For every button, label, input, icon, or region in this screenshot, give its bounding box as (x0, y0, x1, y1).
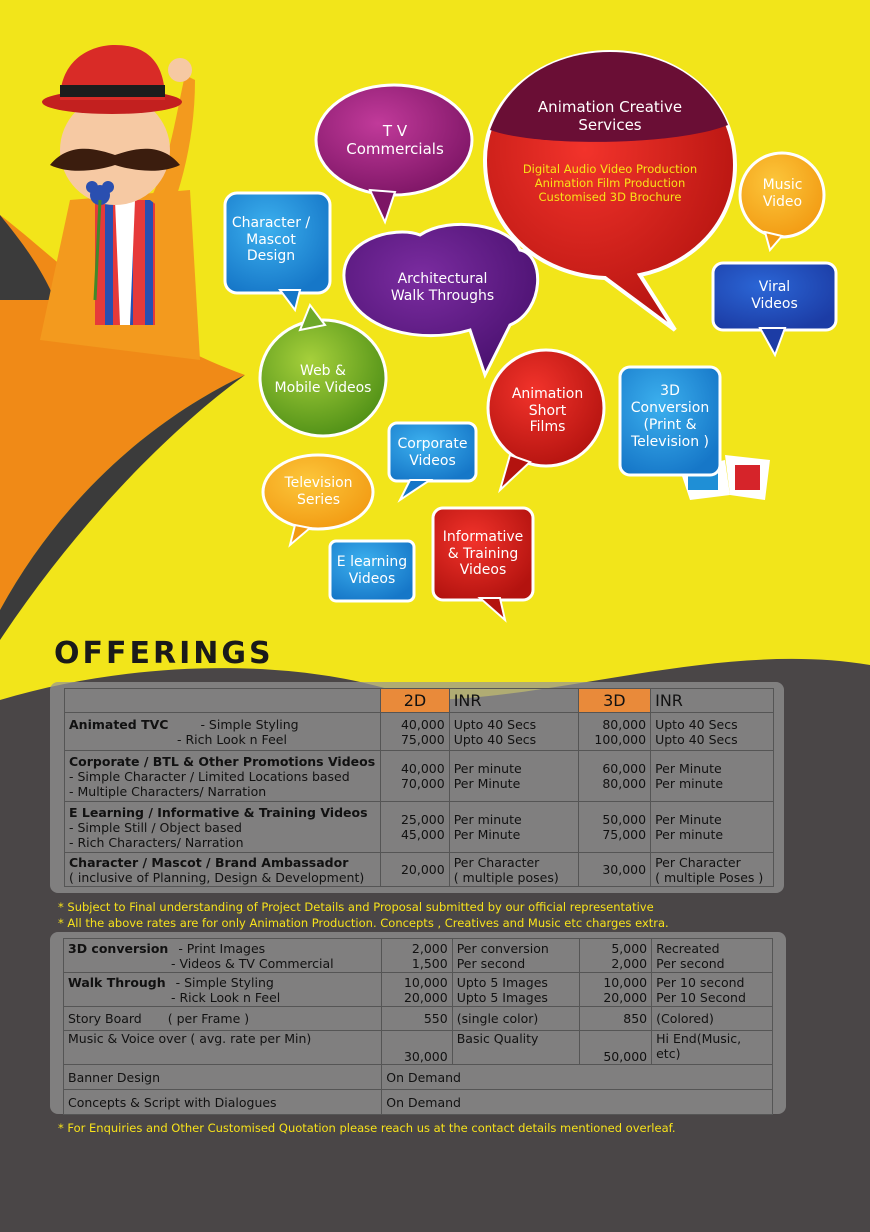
desc-cell: Upto 5 Images (456, 989, 548, 1005)
desc-cell: Per Minute (655, 761, 722, 776)
desc-cell: (single color) (452, 1007, 579, 1031)
rates-table-2 (63, 938, 773, 1115)
desc-cell: Per minute (655, 827, 724, 842)
price-cell: 20,000 (603, 989, 648, 1005)
row-label: 3D conversion (68, 940, 169, 956)
header-3d: 3D (578, 689, 651, 713)
table-row (65, 853, 774, 887)
note-rates: * All the above rates are for only Animation Production. Concepts , Creatives and Music etc charges extra. (58, 916, 669, 930)
row-sub: - Simple Character / Limited Locations based (69, 768, 350, 784)
row-sub: - Simple Styling (175, 974, 274, 990)
bubble-character-mascot: Character / Mascot Design (231, 214, 311, 265)
bubble-elearning: E learning Videos (336, 554, 408, 587)
table-header-row (65, 689, 774, 713)
bubble-music-video: Music Video (762, 177, 803, 210)
row-sub: - Rich Look n Feel (177, 731, 287, 747)
row-sub: ( per Frame ) (167, 1011, 250, 1026)
table-row (65, 802, 774, 853)
bubble-creative-title: Animation Creative Services (537, 98, 683, 134)
price-cell: 2,000 (611, 955, 648, 971)
desc-cell: Upto 5 Images (456, 974, 548, 990)
price-cell: 45,000 (400, 827, 445, 842)
price-cell: 20,000 (403, 989, 448, 1005)
bubble-television: Television Series (284, 475, 353, 508)
price-cell: 80,000 (602, 716, 647, 732)
desc-cell: Per Minute (655, 812, 722, 827)
desc-cell: Hi End(Music, etc) (652, 1031, 773, 1065)
row-sub: - Rick Look n Feel (171, 989, 281, 1005)
desc-cell: Per minute (453, 761, 522, 776)
desc-cell: Per second (456, 955, 526, 971)
table-row (64, 973, 773, 1007)
price-cell: 30,000 (382, 1031, 452, 1065)
price-cell: 60,000 (602, 761, 647, 776)
row-label: E Learning / Informative & Training Videos (69, 804, 368, 820)
desc-cell: Upto 40 Secs (453, 731, 537, 747)
price-cell: 850 (579, 1007, 652, 1031)
desc-cell: Per minute (453, 812, 522, 827)
price-cell: 40,000 (400, 716, 445, 732)
desc-cell: Per Minute (453, 776, 521, 791)
desc-cell: ( multiple poses) (453, 869, 559, 885)
desc-cell: (Colored) (652, 1007, 773, 1031)
row-label: Walk Through (68, 974, 166, 990)
row-sub: - Multiple Characters/ Narration (69, 783, 267, 799)
bubble-architectural: Architectural Walk Throughs (390, 271, 495, 304)
price-cell: 75,000 (400, 731, 445, 747)
price-cell: 25,000 (400, 812, 445, 827)
header-inr: INR (449, 689, 578, 713)
desc-cell: Per Character (453, 854, 540, 870)
desc-cell: Per Minute (453, 827, 521, 842)
price-cell: 30,000 (578, 853, 651, 887)
price-cell: 75,000 (602, 827, 647, 842)
row-label: Story Board (68, 1011, 142, 1026)
note-enquiries: * For Enquiries and Other Customised Quotation please reach us at the contact details mentioned overleaf. (58, 1121, 676, 1135)
row-sub: - Videos & TV Commercial (171, 955, 334, 971)
price-cell: 70,000 (400, 776, 445, 791)
desc-cell: Per minute (655, 776, 724, 791)
price-cell: 50,000 (602, 812, 647, 827)
desc-cell: Upto 40 Secs (655, 716, 738, 732)
desc-cell: On Demand (382, 1090, 773, 1115)
bubble-3d-conversion: 3D Conversion (Print & Television ) (630, 383, 710, 450)
row-label: Animated TVC (69, 716, 169, 732)
table-row (64, 939, 773, 973)
desc-cell: Per Character (655, 854, 741, 870)
price-cell: 2,000 (411, 940, 448, 956)
table-row (64, 1090, 773, 1115)
header-inr: INR (651, 689, 774, 713)
row-label: Music & Voice over ( avg. rate per Min) (64, 1031, 382, 1065)
price-cell: 10,000 (603, 974, 648, 990)
row-sub: - Simple Styling (200, 716, 299, 732)
table-row (65, 713, 774, 751)
price-cell: 40,000 (400, 761, 445, 776)
table-row (64, 1065, 773, 1090)
bubble-viral-videos: Viral Videos (751, 279, 798, 312)
desc-cell: Upto 40 Secs (655, 731, 738, 747)
row-sub: ( inclusive of Planning, Design & Development) (69, 869, 365, 885)
desc-cell: Upto 40 Secs (453, 716, 537, 732)
row-sub: - Simple Still / Object based (69, 819, 242, 835)
row-label: Concepts & Script with Dialogues (64, 1090, 382, 1115)
price-cell: 5,000 (611, 940, 648, 956)
bubble-corporate: Corporate Videos (397, 436, 468, 469)
price-cell: 80,000 (602, 776, 647, 791)
note-subject: * Subject to Final understanding of Project Details and Proposal submitted by our official representative (58, 900, 654, 914)
bubble-creative-body: Digital Audio Video Production Animation Film Production Customised 3D Brochure (522, 162, 698, 204)
desc-cell: Recreated (656, 940, 720, 956)
bubble-short-films: Animation Short Films (511, 385, 584, 436)
table-row (65, 751, 774, 802)
row-label: Character / Mascot / Brand Ambassador (69, 854, 349, 870)
desc-cell: Per conversion (456, 940, 549, 956)
desc-cell: Per 10 second (656, 974, 745, 990)
desc-cell: ( multiple Poses ) (655, 869, 764, 885)
bubble-web-mobile: Web & Mobile Videos (274, 362, 372, 396)
price-cell: 100,000 (594, 731, 647, 747)
table-row (64, 1031, 773, 1065)
row-sub: - Print Images (178, 940, 266, 956)
offerings-title: OFFERINGS (54, 636, 274, 671)
row-sub: - Rich Characters/ Narration (69, 834, 244, 850)
price-cell: 20,000 (381, 853, 449, 887)
desc-cell: Per 10 Second (656, 989, 746, 1005)
price-cell: 1,500 (411, 955, 448, 971)
row-label: Corporate / BTL & Other Promotions Videos (69, 753, 376, 769)
price-cell: 50,000 (579, 1031, 652, 1065)
price-cell: 550 (382, 1007, 452, 1031)
bubble-informative: Informative & Training Videos (442, 528, 524, 579)
desc-cell: Per second (656, 955, 725, 971)
rates-table-1 (64, 688, 774, 887)
header-2d: 2D (381, 689, 449, 713)
desc-cell: Basic Quality (452, 1031, 579, 1065)
price-cell: 10,000 (403, 974, 448, 990)
row-label: Banner Design (64, 1065, 382, 1090)
desc-cell: On Demand (382, 1065, 773, 1090)
bubble-tv-commercials: T V Commercials (346, 121, 444, 158)
table-row (64, 1007, 773, 1031)
